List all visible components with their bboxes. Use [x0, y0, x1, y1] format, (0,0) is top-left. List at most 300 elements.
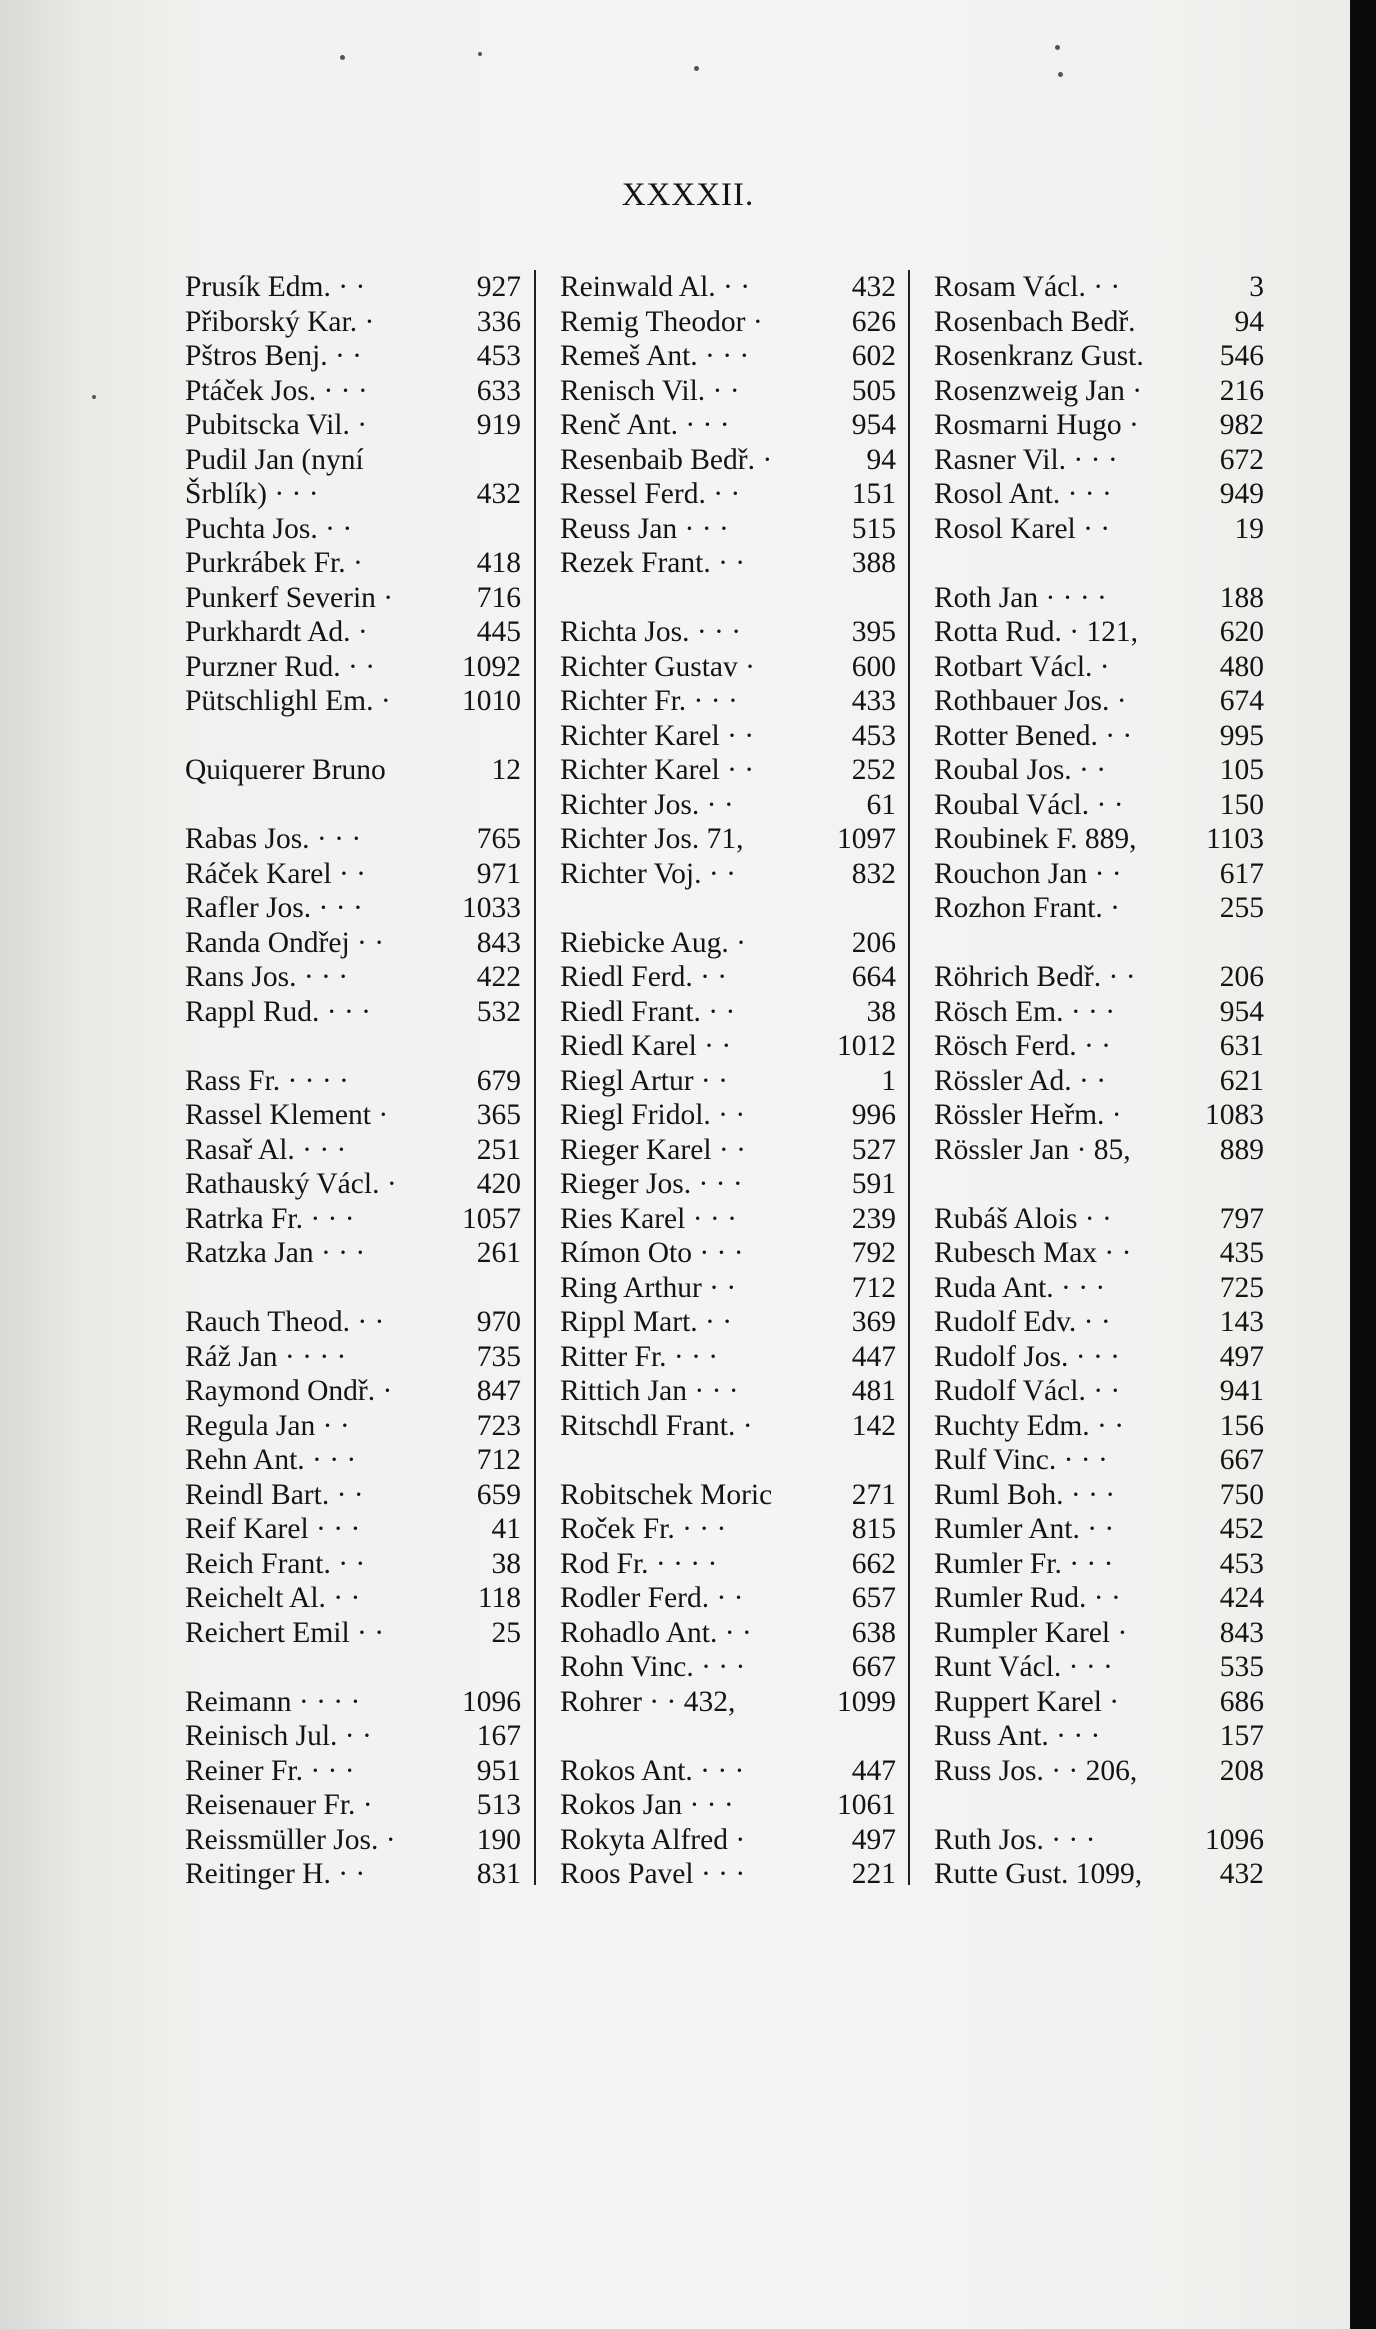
index-entry	[934, 1236, 1264, 1271]
entry-name: Pubitscka Vil. ·	[185, 409, 368, 441]
entry-page-number: 927	[476, 271, 521, 303]
entry-page-number: 255	[1219, 892, 1264, 924]
index-entry	[185, 1754, 521, 1789]
index-entry	[934, 650, 1264, 685]
entry-name: Přiborský Kar. ·	[185, 305, 375, 338]
entry-page-number: 657	[851, 1582, 896, 1614]
entry-page-number: 435	[1219, 1237, 1264, 1269]
index-entry	[185, 1098, 521, 1133]
entry-page-number: 847	[476, 1375, 521, 1407]
entry-name: Rohrer · · 432,	[560, 1685, 736, 1718]
entry-page-number: 143	[1219, 1306, 1264, 1338]
index-entry	[560, 339, 896, 374]
entry-name: Rumler Ant. · ·	[934, 1513, 1115, 1545]
entry-page-number: 1010	[462, 685, 521, 717]
entry-page-number: 1092	[462, 650, 521, 683]
index-entry	[560, 1685, 896, 1720]
entry-page-number: 1099	[837, 1685, 896, 1718]
entry-name: Randa Ondřej · ·	[185, 926, 385, 959]
entry-name: Ritter Fr. · · ·	[560, 1340, 719, 1373]
entry-page-number: 750	[1219, 1478, 1264, 1511]
index-entry	[934, 270, 1264, 305]
entry-page-number: 631	[1219, 1030, 1264, 1062]
index-entry	[560, 1478, 896, 1513]
index-entry	[934, 408, 1264, 443]
entry-name: Rieger Jos. · · ·	[560, 1168, 743, 1200]
blank-line	[934, 1788, 1264, 1823]
entry-page-number: 118	[477, 1582, 521, 1614]
index-entry	[185, 1167, 521, 1202]
entry-page-number: 513	[476, 1789, 521, 1821]
index-entry	[185, 1547, 521, 1582]
entry-name: Ruth Jos. · · ·	[934, 1823, 1096, 1856]
index-entry	[560, 615, 896, 650]
index-entry	[185, 1478, 521, 1513]
entry-page-number: 239	[851, 1202, 896, 1235]
entry-name: Richter Karel · ·	[560, 719, 755, 752]
index-entry	[560, 477, 896, 512]
entry-name: Rosol Karel · ·	[934, 512, 1111, 545]
entry-name: Rohn Vinc. · · ·	[560, 1651, 746, 1683]
entry-name: Rasner Vil. · · ·	[934, 443, 1118, 476]
index-entry	[560, 1236, 896, 1271]
entry-page-number: 626	[851, 305, 896, 338]
entry-name: Richter Jos. 71,	[560, 823, 744, 855]
scan-speck	[694, 66, 699, 71]
scan-speck	[478, 52, 482, 56]
scan-speck	[340, 55, 345, 60]
entry-page-number: 672	[1219, 443, 1264, 476]
entry-page-number: 1096	[462, 1685, 521, 1718]
scan-speck	[1055, 45, 1060, 50]
entry-page-number: 954	[851, 409, 896, 441]
page-title: XXXXII.	[621, 177, 755, 213]
entry-page-number: 480	[1219, 650, 1264, 683]
index-entry	[934, 1409, 1264, 1444]
entry-page-number: 481	[851, 1375, 896, 1407]
entry-name: Riebicke Aug. ·	[560, 926, 746, 959]
index-entry	[185, 443, 521, 478]
entry-name: Rössler Heřm. ·	[934, 1099, 1122, 1131]
entry-page-number: 951	[476, 1754, 521, 1787]
entry-page-number: 497	[1219, 1340, 1264, 1373]
entry-name: Resenbaib Bedř. ·	[560, 443, 773, 476]
entry-name: Runt Václ. · · ·	[934, 1651, 1113, 1683]
entry-page-number: 221	[851, 1858, 896, 1890]
entry-page-number: 12	[491, 754, 521, 786]
entry-page-number: 662	[851, 1547, 896, 1580]
entry-page-number: 982	[1219, 409, 1264, 441]
entry-name: Roček Fr. · · ·	[560, 1513, 727, 1545]
index-entry	[934, 788, 1264, 823]
entry-name: Rieger Karel · ·	[560, 1133, 746, 1166]
index-entry	[560, 305, 896, 340]
blank-line	[560, 1719, 896, 1754]
index-column-1	[185, 270, 521, 1892]
entry-name: Roth Jan · · · ·	[934, 581, 1107, 614]
index-entry	[185, 822, 521, 857]
index-entry	[185, 891, 521, 926]
entry-name: Roos Pavel · · ·	[560, 1858, 746, 1890]
entry-name: Quiquerer Bruno	[185, 754, 386, 786]
index-entry	[934, 477, 1264, 512]
scan-speck	[1058, 72, 1063, 77]
entry-name: Rumler Rud. · ·	[934, 1582, 1121, 1614]
entry-page-number: 664	[851, 961, 896, 993]
entry-page-number: 831	[476, 1858, 521, 1890]
entry-name: Roubal Václ. · ·	[934, 788, 1124, 821]
index-entry	[560, 650, 896, 685]
entry-name: Rathauský Václ. ·	[185, 1168, 397, 1200]
index-entry	[185, 477, 521, 512]
column-divider	[534, 270, 536, 1885]
index-entry	[934, 960, 1264, 995]
entry-page-number: 535	[1219, 1651, 1264, 1683]
column-divider	[908, 270, 910, 1885]
entry-page-number: 395	[851, 616, 896, 648]
index-entry	[934, 719, 1264, 754]
entry-page-number: 1103	[1206, 823, 1264, 855]
index-entry	[560, 408, 896, 443]
entry-page-number: 25	[491, 1616, 521, 1649]
entry-name: Russ Jos. · · 206,	[934, 1754, 1138, 1787]
entry-name: Reichelt Al. · ·	[185, 1582, 361, 1614]
entry-page-number: 1057	[462, 1202, 521, 1235]
entry-page-number: 765	[476, 823, 521, 855]
entry-name: Rittich Jan · · ·	[560, 1375, 739, 1407]
entry-name: Richta Jos. · · ·	[560, 616, 742, 648]
entry-page-number: 418	[476, 547, 521, 579]
entry-name: Rans Jos. · · ·	[185, 961, 349, 993]
entry-page-number: 941	[1219, 1375, 1264, 1407]
entry-name: Regula Jan · ·	[185, 1409, 350, 1442]
entry-page-number: 686	[1219, 1685, 1264, 1718]
entry-name: Reinwald Al. · ·	[560, 271, 751, 303]
index-entry	[560, 926, 896, 961]
entry-page-number: 38	[866, 995, 896, 1028]
entry-name: Ratrka Fr. · · ·	[185, 1202, 355, 1235]
entry-name: Rezek Frant. · ·	[560, 547, 746, 579]
entry-page-number: 620	[1219, 616, 1264, 648]
entry-page-number: 546	[1219, 340, 1264, 372]
blank-line	[560, 891, 896, 926]
index-entry	[934, 822, 1264, 857]
blank-line	[934, 546, 1264, 581]
entry-page-number: 716	[476, 581, 521, 614]
scan-edge	[1350, 0, 1376, 2329]
index-entry	[185, 1374, 521, 1409]
entry-name: Rotta Rud. · 121,	[934, 616, 1139, 648]
entry-page-number: 602	[851, 340, 896, 372]
index-entry	[934, 995, 1264, 1030]
index-entry	[934, 305, 1264, 340]
entry-name: Rosenbach Bedř.	[934, 305, 1136, 338]
index-entry	[185, 995, 521, 1030]
entry-name: Ruchty Edm. · ·	[934, 1409, 1125, 1442]
entry-name: Richter Gustav ·	[560, 650, 755, 683]
entry-name: Ruml Boh. · · ·	[934, 1478, 1116, 1511]
index-entry	[185, 1236, 521, 1271]
index-entry	[934, 684, 1264, 719]
entry-page-number: 1097	[837, 823, 896, 855]
entry-name: Renč Ant. · · ·	[560, 409, 730, 441]
index-entry	[560, 374, 896, 409]
entry-name: Punkerf Severin ·	[185, 581, 394, 614]
index-entry	[185, 1788, 521, 1823]
index-entry	[185, 1685, 521, 1720]
entry-page-number: 667	[851, 1651, 896, 1683]
entry-name: Reissmüller Jos. ·	[185, 1823, 396, 1856]
entry-name: Reimann · · · ·	[185, 1685, 361, 1718]
entry-page-number: 832	[851, 857, 896, 890]
entry-page-number: 453	[1219, 1547, 1264, 1580]
blank-line	[185, 719, 521, 754]
index-entry	[934, 1857, 1264, 1892]
index-entry	[934, 1029, 1264, 1064]
entry-name: Pütschlighl Em. ·	[185, 685, 391, 717]
entry-name: Rotter Bened. · ·	[934, 719, 1133, 752]
index-entry	[185, 339, 521, 374]
entry-name: Ring Arthur · ·	[560, 1271, 737, 1304]
index-entry	[185, 1857, 521, 1892]
entry-name: Rauch Theod. · ·	[185, 1306, 385, 1338]
entry-page-number: 447	[851, 1340, 896, 1373]
entry-page-number: 1083	[1205, 1099, 1264, 1131]
entry-name: Rodler Ferd. · ·	[560, 1582, 744, 1614]
entry-name: Richter Fr. · · ·	[560, 685, 738, 717]
entry-name: Reisenauer Fr. ·	[185, 1789, 373, 1821]
index-entry	[185, 684, 521, 719]
index-entry	[185, 1616, 521, 1651]
entry-page-number: 723	[476, 1409, 521, 1442]
entry-name: Rasař Al. · · ·	[185, 1133, 347, 1166]
entry-name: Rozhon Frant. ·	[934, 892, 1120, 924]
index-entry	[560, 1409, 896, 1444]
index-entry	[185, 581, 521, 616]
index-entry	[560, 960, 896, 995]
entry-name: Ruda Ant. · · ·	[934, 1271, 1106, 1304]
entry-page-number: 995	[1219, 719, 1264, 752]
index-entry	[560, 684, 896, 719]
entry-page-number: 156	[1219, 1409, 1264, 1442]
blank-line	[934, 1167, 1264, 1202]
entry-name: Ratzka Jan · · ·	[185, 1237, 366, 1269]
entry-name: Rosam Václ. · ·	[934, 271, 1121, 303]
entry-page-number: 105	[1219, 754, 1264, 786]
index-entry	[185, 650, 521, 685]
index-entry	[185, 1305, 521, 1340]
entry-name: Purkhardt Ad. ·	[185, 616, 368, 648]
index-entry	[560, 1340, 896, 1375]
entry-page-number: 725	[1219, 1271, 1264, 1304]
entry-name: Rösch Em. · · ·	[934, 995, 1116, 1028]
entry-page-number: 633	[476, 374, 521, 407]
index-entry	[560, 546, 896, 581]
index-entry	[185, 1064, 521, 1099]
entry-name: Reinisch Jul. · ·	[185, 1720, 372, 1752]
index-entry	[560, 512, 896, 547]
entry-page-number: 261	[476, 1237, 521, 1269]
index-entry	[934, 615, 1264, 650]
entry-name: Rumpler Karel ·	[934, 1616, 1128, 1649]
index-entry	[560, 1305, 896, 1340]
index-entry	[560, 1857, 896, 1892]
entry-name: Reindl Bart. · ·	[185, 1478, 364, 1511]
index-entry	[560, 788, 896, 823]
index-entry	[185, 1409, 521, 1444]
entry-name: Puchta Jos. · ·	[185, 512, 353, 545]
entry-name: Rehn Ant. · · ·	[185, 1444, 357, 1476]
index-entry	[185, 857, 521, 892]
entry-page-number: 388	[851, 547, 896, 579]
entry-name: Rippl Mart. · ·	[560, 1306, 733, 1338]
index-entry	[934, 1340, 1264, 1375]
index-entry	[185, 1581, 521, 1616]
index-entry	[560, 1271, 896, 1306]
entry-page-number: 674	[1219, 685, 1264, 717]
entry-name: Rass Fr. · · · ·	[185, 1064, 349, 1097]
entry-page-number: 792	[851, 1237, 896, 1269]
entry-name: Rímon Oto · · ·	[560, 1237, 744, 1269]
index-entry	[934, 1443, 1264, 1478]
index-entry	[560, 1167, 896, 1202]
entry-name: Rabas Jos. · · ·	[185, 823, 362, 855]
entry-page-number: 621	[1219, 1064, 1264, 1097]
entry-page-number: 94	[1234, 305, 1264, 338]
entry-page-number: 206	[1219, 961, 1264, 993]
entry-page-number: 453	[476, 340, 521, 372]
index-entry	[185, 1512, 521, 1547]
index-entry	[560, 443, 896, 478]
entry-page-number: 208	[1219, 1754, 1264, 1787]
entry-page-number: 600	[851, 650, 896, 683]
index-entry	[934, 1547, 1264, 1582]
entry-page-number: 420	[476, 1168, 521, 1200]
entry-page-number: 445	[476, 616, 521, 648]
entry-name: Rudolf Jos. · · ·	[934, 1340, 1121, 1373]
index-entry	[560, 1098, 896, 1133]
entry-name: Reif Karel · · ·	[185, 1513, 361, 1545]
entry-page-number: 157	[1219, 1720, 1264, 1752]
entry-name: Richter Karel · ·	[560, 754, 755, 786]
entry-name: Robitschek Moric	[560, 1478, 773, 1511]
index-entry	[185, 1340, 521, 1375]
entry-name: Riedl Ferd. · ·	[560, 961, 728, 993]
entry-page-number: 889	[1219, 1133, 1264, 1166]
entry-name: Ritschdl Frant. ·	[560, 1409, 753, 1442]
index-entry	[934, 1754, 1264, 1789]
entry-name: Rudolf Edv. · ·	[934, 1306, 1111, 1338]
index-entry	[560, 857, 896, 892]
entry-name: Rappl Rud. · · ·	[185, 995, 371, 1028]
entry-page-number: 167	[476, 1720, 521, 1752]
entry-page-number: 617	[1219, 857, 1264, 890]
entry-name: Rassel Klement ·	[185, 1099, 389, 1131]
entry-page-number: 515	[851, 512, 896, 545]
blank-line	[185, 1650, 521, 1685]
index-entry	[934, 1719, 1264, 1754]
entry-name: Riedl Frant. · ·	[560, 995, 736, 1028]
entry-page-number: 954	[1219, 995, 1264, 1028]
entry-page-number: 432	[476, 478, 521, 510]
entry-page-number: 949	[1219, 478, 1264, 510]
index-entry	[934, 1512, 1264, 1547]
entry-page-number: 843	[1219, 1616, 1264, 1649]
index-entry	[934, 339, 1264, 374]
entry-page-number: 271	[851, 1478, 896, 1511]
entry-page-number: 422	[476, 961, 521, 993]
index-entry	[934, 1650, 1264, 1685]
index-entry	[185, 926, 521, 961]
entry-name: Pudil Jan (nyní	[185, 443, 364, 476]
entry-name: Rössler Jan · 85,	[934, 1133, 1131, 1166]
entry-name: Reuss Jan · · ·	[560, 512, 729, 545]
index-entry	[934, 1305, 1264, 1340]
index-entry	[560, 1512, 896, 1547]
entry-page-number: 735	[476, 1340, 521, 1373]
entry-page-number: 497	[851, 1823, 896, 1856]
blank-line	[185, 1271, 521, 1306]
index-entry	[560, 1133, 896, 1168]
entry-name: Röhrich Bedř. · ·	[934, 961, 1136, 993]
index-entry	[560, 1374, 896, 1409]
entry-page-number: 251	[476, 1133, 521, 1166]
entry-name: Rod Fr. · · · ·	[560, 1547, 718, 1580]
index-entry	[560, 1788, 896, 1823]
entry-name: Reichert Emil · ·	[185, 1616, 385, 1649]
index-entry	[185, 305, 521, 340]
entry-name: Riedl Karel · ·	[560, 1030, 732, 1062]
index-entry	[560, 1064, 896, 1099]
index-entry	[185, 374, 521, 409]
entry-page-number: 3	[1249, 271, 1264, 303]
entry-page-number: 843	[476, 926, 521, 959]
entry-page-number: 190	[476, 1823, 521, 1856]
index-entry	[560, 1581, 896, 1616]
entry-name: Pštros Benj. · ·	[185, 340, 362, 372]
entry-name: Rudolf Václ. · ·	[934, 1375, 1121, 1407]
entry-name: Prusík Edm. · ·	[185, 271, 366, 303]
entry-page-number: 712	[851, 1271, 896, 1304]
index-entry	[560, 753, 896, 788]
entry-name: Ries Karel · · ·	[560, 1202, 737, 1235]
entry-name: Rosenzweig Jan ·	[934, 374, 1143, 407]
entry-name: Remeš Ant. · · ·	[560, 340, 750, 372]
entry-page-number: 61	[866, 788, 896, 821]
index-entry	[934, 1374, 1264, 1409]
entry-name: Remig Theodor ·	[560, 305, 763, 338]
index-entry	[185, 1202, 521, 1237]
entry-page-number: 336	[476, 305, 521, 338]
index-entry	[185, 753, 521, 788]
entry-page-number: 712	[476, 1444, 521, 1476]
index-entry	[185, 546, 521, 581]
entry-page-number: 667	[1219, 1444, 1264, 1476]
entry-name: Rulf Vinc. · · ·	[934, 1444, 1108, 1476]
index-entry	[560, 1754, 896, 1789]
entry-page-number: 970	[476, 1306, 521, 1338]
entry-name: Rubesch Max · ·	[934, 1237, 1132, 1269]
entry-page-number: 369	[851, 1306, 896, 1338]
entry-page-number: 971	[476, 857, 521, 890]
entry-name: Reitinger H. · ·	[185, 1858, 366, 1890]
entry-page-number: 188	[1219, 581, 1264, 614]
entry-page-number: 1096	[1205, 1823, 1264, 1856]
blank-line	[560, 581, 896, 616]
index-entry	[934, 374, 1264, 409]
entry-name: Ráček Karel · ·	[185, 857, 366, 890]
entry-page-number: 1061	[837, 1789, 896, 1821]
